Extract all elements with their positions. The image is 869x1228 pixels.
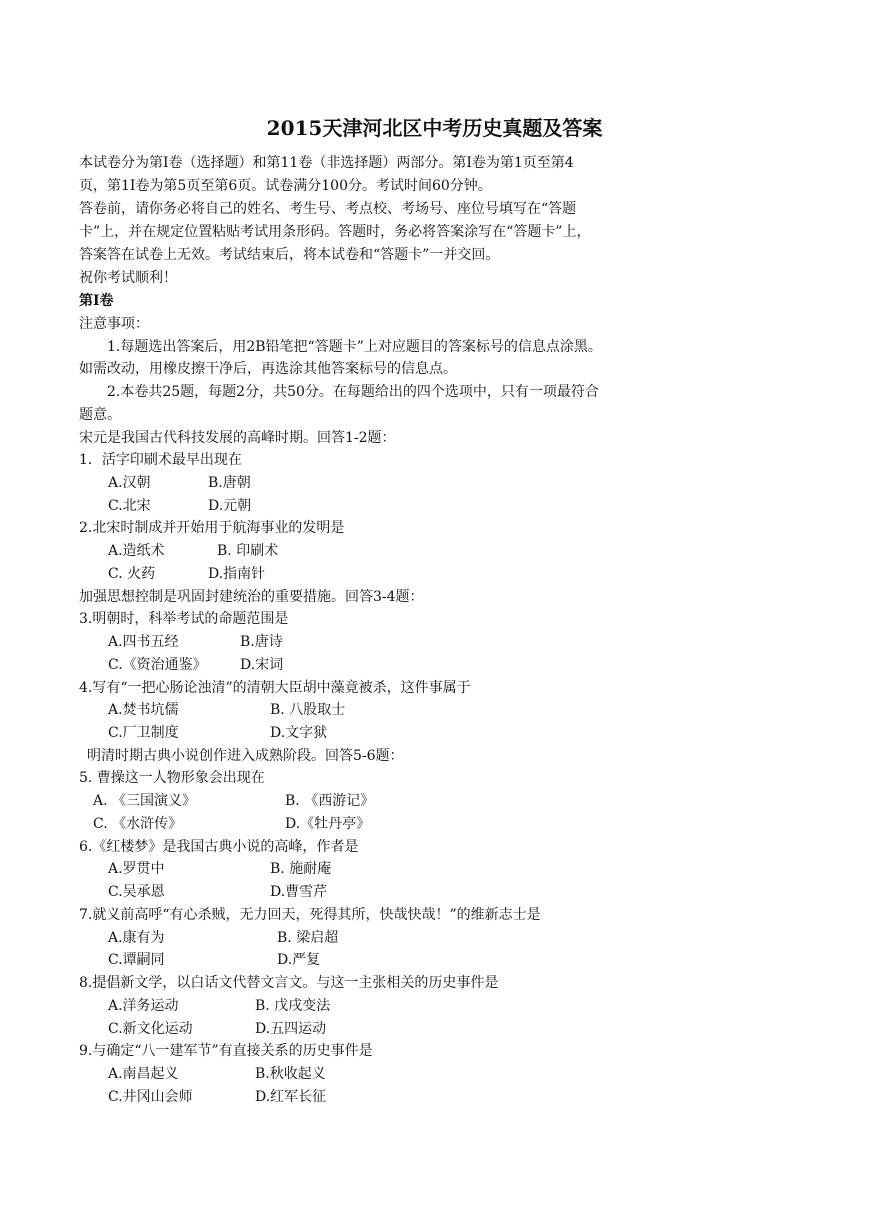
option-d: D.五四运动 — [255, 1021, 327, 1037]
question-stem: 9.与确定“八一建军节”有直接关系的历史事件是 — [79, 1043, 373, 1059]
option-b: B. 施耐庵 — [270, 861, 332, 877]
question-stem: 2.北宋时制成并开始用于航海事业的发明是 — [79, 520, 345, 536]
option-a: A.四书五经 — [108, 634, 179, 650]
option-d: D.曹雪芹 — [270, 884, 328, 900]
intro-line-5: 答案答在试卷上无效。考试结束后，将本试卷和“答题卡”一并交回。 — [79, 247, 500, 263]
group-intro-2: 加强思想控制是巩固封建统治的重要措施。回答3-4题： — [79, 589, 424, 605]
notice-line-2: 如需改动，用橡皮擦干净后，再选涂其他答案标号的信息点。 — [79, 361, 457, 377]
option-b: B. 《西游记》 — [285, 793, 375, 809]
notice-line-1: 1.每题选出答案后，用2B铅笔把“答题卡”上对应题目的答案标号的信息点涂黑。 — [107, 339, 602, 355]
option-d: D.《牡丹亭》 — [285, 816, 371, 832]
option-c: C.《资治通鉴》 — [108, 657, 207, 673]
group-intro-3: 明清时期古典小说创作进入成熟阶段。回答5-6题： — [87, 748, 404, 764]
option-d: D.严复 — [277, 952, 321, 968]
option-b: B.唐朝 — [208, 475, 251, 491]
option-c: C.新文化运动 — [108, 1021, 193, 1037]
option-b: B. 梁启超 — [277, 930, 339, 946]
group-intro-1: 宋元是我国古代科技发展的高峰时期。回答1-2题： — [79, 430, 396, 446]
option-c: C.井冈山会师 — [108, 1089, 193, 1105]
question-stem: 8.提倡新文学，以白话文代替文言文。与这一主张相关的历史事件是 — [79, 975, 499, 991]
option-b: B.唐诗 — [240, 634, 283, 650]
option-b: B. 戊戌变法 — [255, 998, 331, 1014]
question-stem: 6.《红楼梦》是我国古典小说的高峰，作者是 — [79, 839, 359, 855]
option-a: A.洋务运动 — [108, 998, 179, 1014]
intro-line-2: 页，第1I卷为第5页至第6页。试卷满分100分。考试时间60分钟。 — [79, 178, 492, 194]
intro-line-3: 答卷前，请你务必将自己的姓名、考生号、考点校、考场号、座位号填写在“答题 — [79, 201, 577, 217]
option-a: A.康有为 — [108, 930, 165, 946]
option-d: D.元朝 — [208, 498, 252, 514]
option-a: A.南昌起义 — [108, 1066, 179, 1082]
option-c: C.北宋 — [108, 498, 151, 514]
option-a: A. 《三国演义》 — [93, 793, 197, 809]
question-stem: 7.就义前高呼“有心杀贼，无力回天，死得其所，快哉快哉！”的维新志士是 — [79, 907, 541, 923]
option-d: D.文字狱 — [270, 725, 328, 741]
notice-heading: 注意事项： — [79, 316, 149, 332]
notice-line-3: 2.本卷共25题，每题2分，共50分。在每题给出的四个选项中，只有一项最符合 — [107, 384, 599, 400]
notice-line-4: 题意。 — [79, 407, 121, 423]
option-b: B. 印刷术 — [217, 543, 279, 559]
question-stem: 1．活字印刷术最早出现在 — [79, 452, 242, 468]
option-c: C. 《水浒传》 — [93, 816, 183, 832]
option-c: C. 火药 — [108, 566, 156, 582]
intro-line-4: 卡”上，并在规定位置粘贴考试用条形码。答题时，务必将答案涂写在“答题卡”上， — [79, 224, 591, 240]
option-b: B. 八股取士 — [270, 702, 346, 718]
option-a: A.罗贯中 — [108, 861, 165, 877]
option-c: C.厂卫制度 — [108, 725, 179, 741]
section-heading: 第Ⅰ卷 — [79, 293, 114, 309]
good-luck-line: 祝你考试顺利！ — [79, 270, 177, 286]
question-stem: 5. 曹操这一人物形象会出现在 — [79, 770, 265, 786]
intro-line-1: 本试卷分为第Ⅰ卷（选择题）和第11卷（非选择题）两部分。第Ⅰ卷为第1页至第4 — [79, 155, 574, 171]
question-stem: 3.明朝时，科举考试的命题范围是 — [79, 611, 289, 627]
question-stem: 4.写有“一把心肠论浊清”的清朝大臣胡中藻竟被杀，这件事属于 — [79, 680, 471, 696]
option-a: A.汉朝 — [108, 475, 151, 491]
option-b: B.秋收起义 — [255, 1066, 326, 1082]
option-d: D.红军长征 — [255, 1089, 327, 1105]
option-a: A.造纸术 — [108, 543, 165, 559]
document-title: 2015天津河北区中考历史真题及答案 — [266, 116, 603, 140]
option-d: D.宋词 — [240, 657, 284, 673]
option-d: D.指南针 — [208, 566, 266, 582]
option-c: C.谭嗣同 — [108, 952, 165, 968]
option-a: A.焚书坑儒 — [108, 702, 179, 718]
option-c: C.吴承恩 — [108, 884, 165, 900]
